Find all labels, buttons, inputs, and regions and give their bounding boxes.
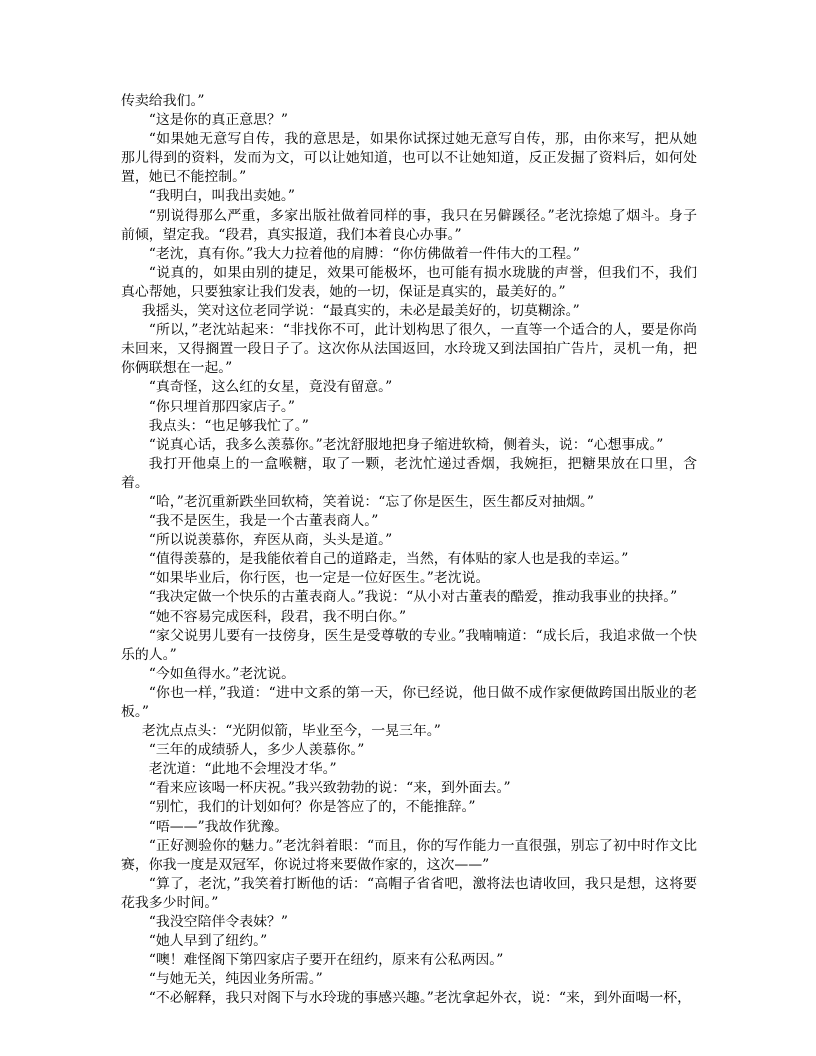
paragraph: 我点头：“也足够我忙了。” <box>148 417 309 434</box>
paragraph: “你只埋首那四家店子。” <box>148 398 295 415</box>
paragraph: “所以，”老沈站起来：“非找你不可，此计划构思了很久，一直等一个适合的人，要是你尚未回来，又得搁置一段日子了。这次你从法国返回，水玲珑又到法国拍广告片，灵机一角，把你俩联想在一起。” <box>121 322 697 377</box>
paragraph: “看来应该喝一杯庆祝。”我兴致勃勃的说：“来，到外面去。” <box>148 780 511 797</box>
paragraph: “不必解释，我只对阁下与水玲珑的事感兴趣。”老沈拿起外衣，说：“来，到外面喝一杯， <box>148 990 691 1007</box>
paragraph: “哈，”老沉重新跌坐回软椅，笑着说：“忘了你是医生，医生都反对抽烟。” <box>148 493 594 510</box>
paragraph: “别说得那么严重，多家出版社做着同样的事，我只在另僻蹊径。”老沈捺熄了烟斗。身子前倾，望定我。“段君，真实报道，我们本着良心办事。” <box>121 207 697 243</box>
paragraph: “与她无关，纯因业务所需。” <box>148 971 323 988</box>
paragraph: “算了，老沈，”我笑着打断他的话：“高帽子省省吧，激将法也请收回，我只是想，这将要花我多少时间。” <box>121 875 697 911</box>
paragraph: “家父说男儿要有一技傍身，医生是受尊敬的专业。”我喃喃道：“成长后，我追求做一个快乐的人。” <box>121 627 697 663</box>
paragraph: 传卖给我们。” <box>121 93 205 109</box>
paragraph: 我摇头，笑对这位老同学说：“最真实的，未必是最美好的，切莫糊涂。” <box>141 303 580 320</box>
paragraph: “真奇怪，这么红的女星，竟没有留意。” <box>148 379 393 396</box>
paragraph: “说真的，如果由别的捷足，效果可能极坏，也可能有损水珑胧的声誉，但我们不，我们真心帮她，只要独家让我们发表，她的一切，保证是真实的，最美好的。” <box>121 264 697 300</box>
paragraph: “你也一样，”我道：“进中文系的第一天，你已经说，他日做不成作家便做跨国出版业的老板。” <box>121 684 697 720</box>
paragraph: “三年的成绩骄人，多少人羡慕你。” <box>148 742 365 759</box>
document-body <box>121 92 697 1009</box>
paragraph: “这是你的真正意思？” <box>148 112 289 129</box>
paragraph: “正好测验你的魅力。”老沈斜着眼：“而且，你的写作能力一直很强，别忘了初中时作文比赛，你我一度是双冠军，你说过将来要做作家的，这次——” <box>121 837 697 873</box>
paragraph: “老沈，真有你。”我大力拉着他的肩膊：“你仿佛做着一件伟大的工程。” <box>148 245 581 262</box>
paragraph: “她人早到了纽约。” <box>148 933 268 950</box>
paragraph: “今如鱼得水。”老沈说。 <box>148 665 295 682</box>
paragraph: 老沈点点头：“光阴似箭，毕业至今，一晃三年。” <box>141 723 441 740</box>
paragraph: “值得羡慕的，是我能依着自己的道路走，当然，有体贴的家人也是我的幸运。” <box>148 551 629 568</box>
paragraph: “噢！难怪阁下第四家店子要开在纽约，原来有公私两因。” <box>148 952 504 969</box>
paragraph: “唔——”我故作犹豫。 <box>148 818 289 835</box>
paragraph: “如果毕业后，你行医，也一定是一位好医生。”老沈说。 <box>148 570 490 587</box>
paragraph: 我打开他桌上的一盒喉糖，取了一颗，老沈忙递过香烟，我婉拒，把糖果放在口里，含着。 <box>121 455 697 491</box>
paragraph: “说真心话，我多么羡慕你。”老沈舒服地把身子缩进软椅，侧着头，说：“心想事成。” <box>148 436 664 453</box>
paragraph: “如果她无意写自传，我的意思是，如果你试探过她无意写自传，那，由你来写，把从她那儿得到的资料，发而为文，可以让她知道，也可以不让她知道，反正发掘了资料后，如何处置，她已不能控制。” <box>121 131 697 186</box>
paragraph: “我明白，叫我出卖她。” <box>148 188 295 205</box>
paragraph: “我没空陪伴令表妹？” <box>148 914 289 931</box>
paragraph: “别忙，我们的计划如何？你是答应了的，不能推辞。” <box>148 799 476 816</box>
paragraph: “她不容易完成医科，段君，我不明白你。” <box>148 608 407 625</box>
paragraph: 老沈道：“此地不会埋没才华。” <box>148 761 337 778</box>
paragraph: “我不是医生，我是一个古董表商人。” <box>148 513 379 530</box>
paragraph: “我决定做一个快乐的古董表商人。”我说：“从小对古董表的酷爱，推动我事业的抉择。” <box>148 589 678 606</box>
paragraph: “所以说羡慕你，弃医从商，头头是道。” <box>148 532 393 549</box>
